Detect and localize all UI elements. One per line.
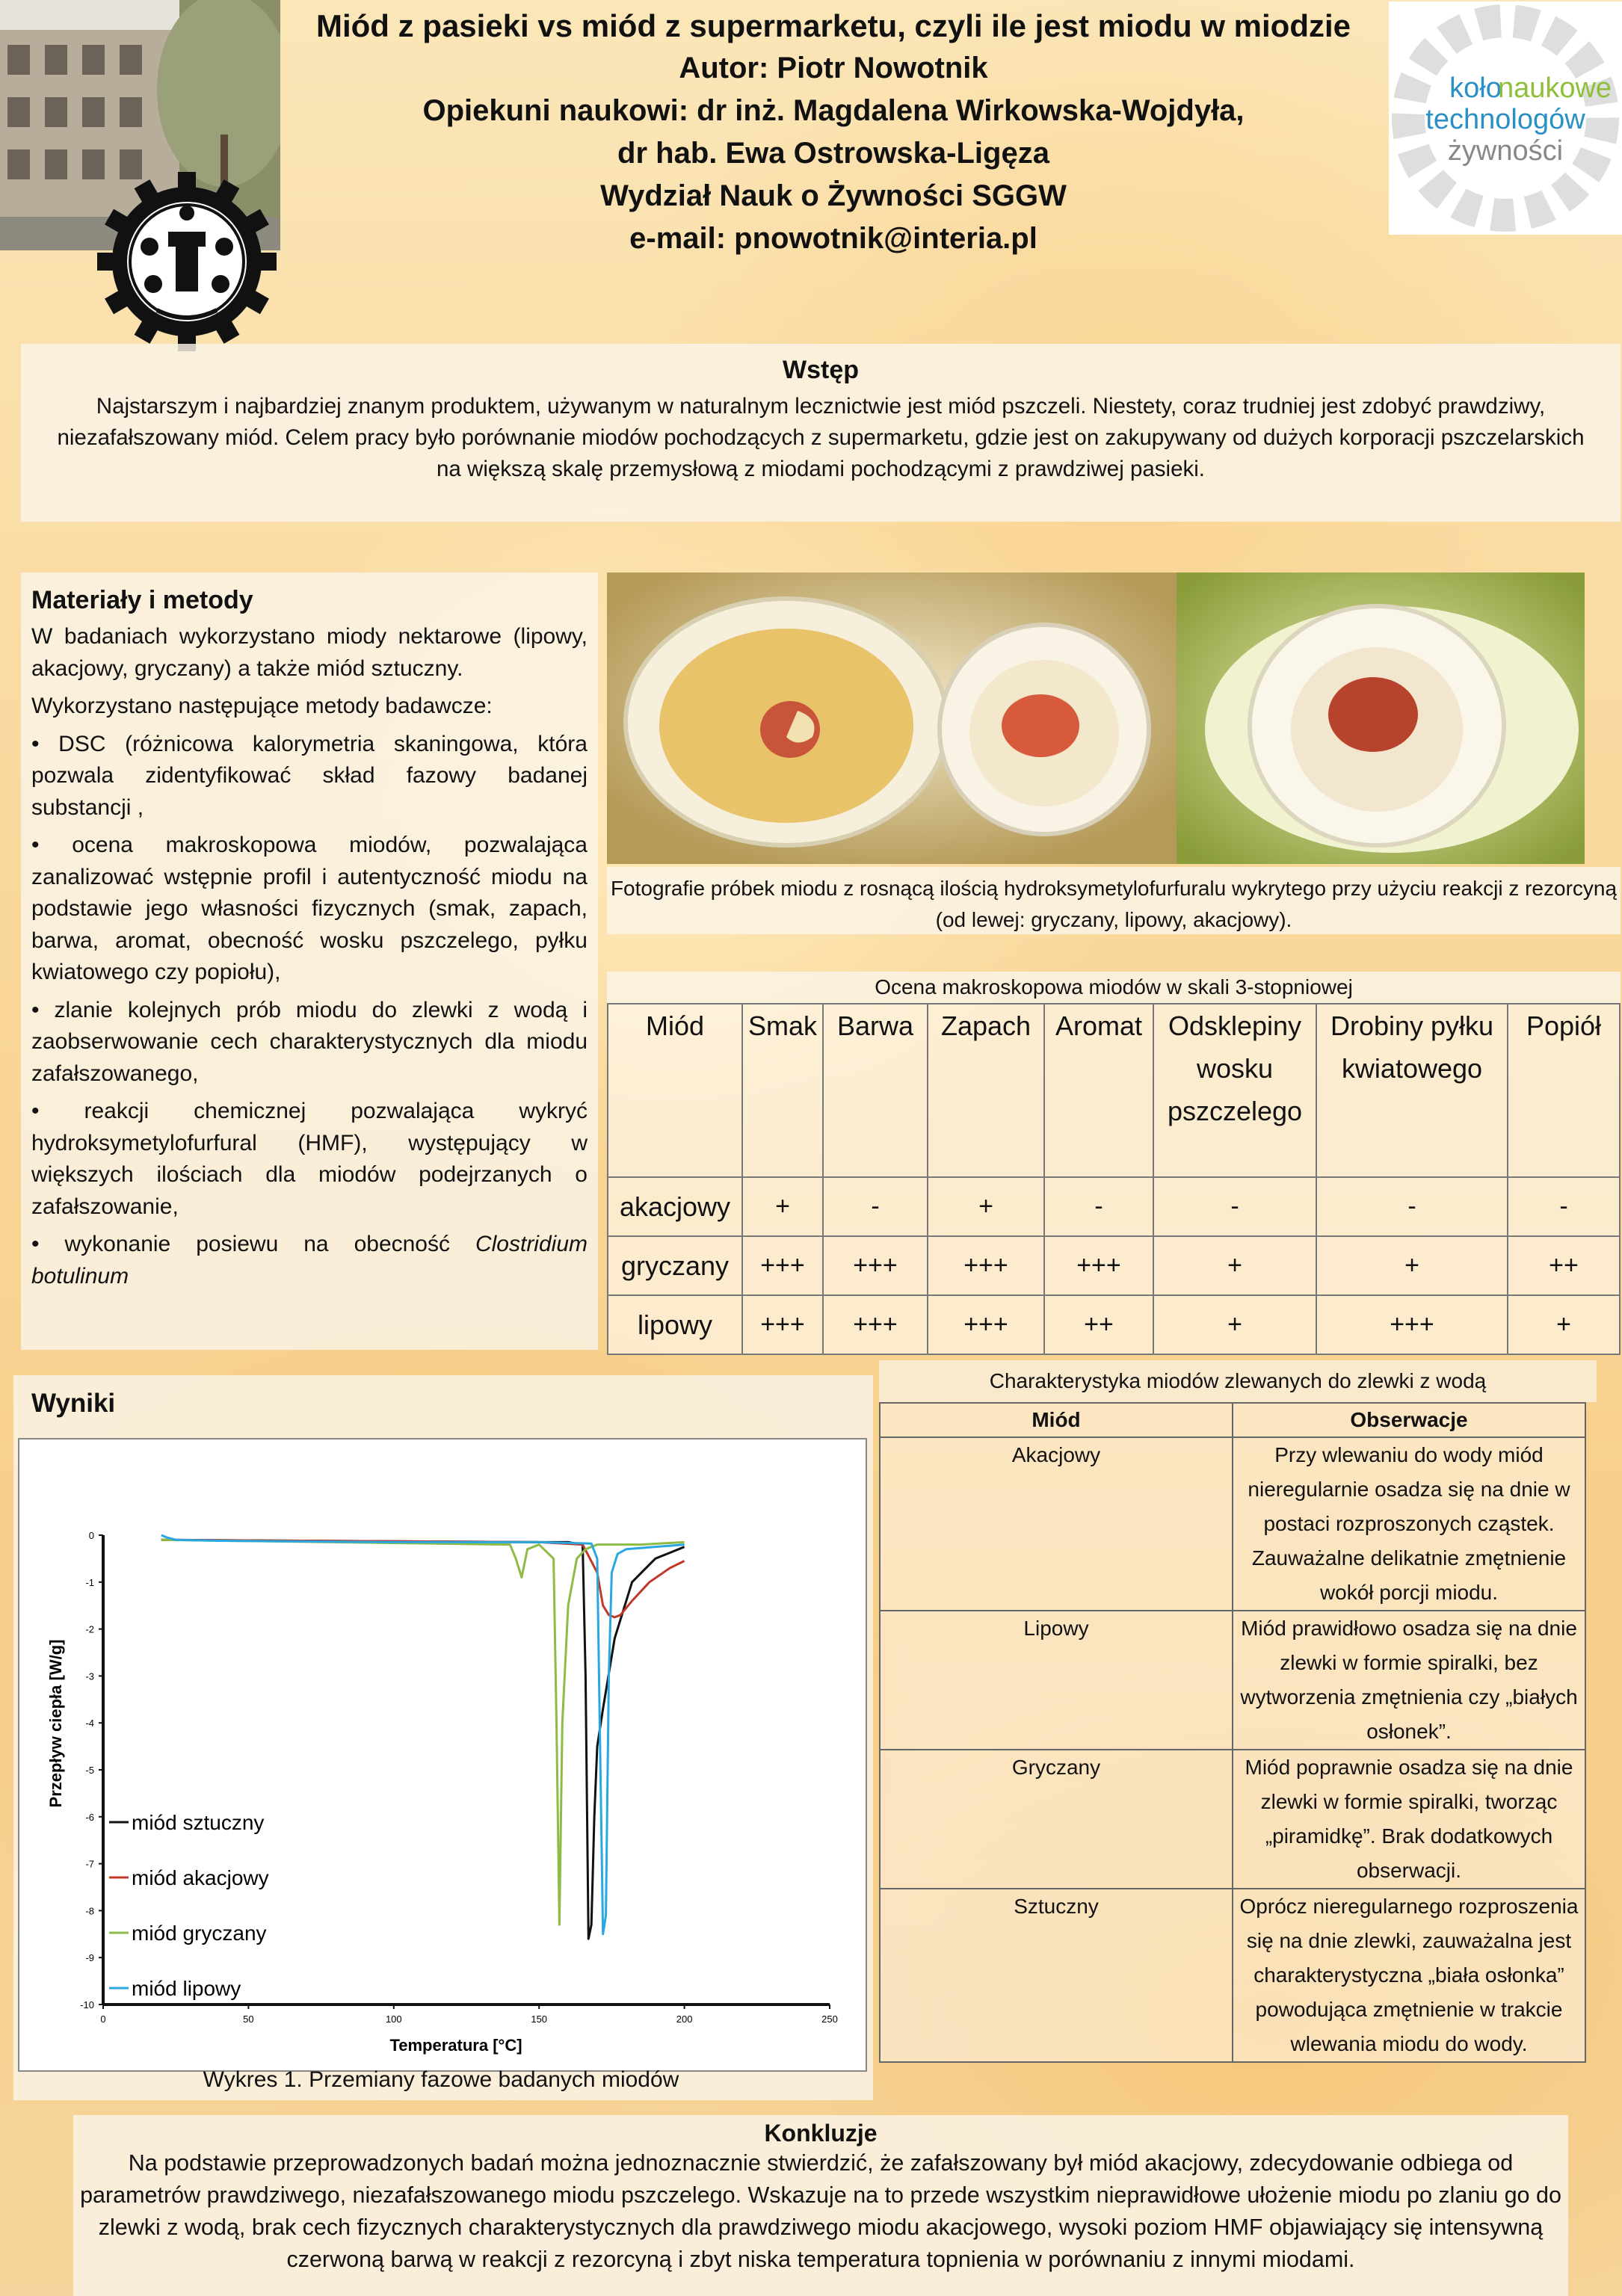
x-tick-label: 250: [821, 2013, 838, 2025]
table-cell: Gryczany: [880, 1750, 1233, 1889]
table-cell: -: [1153, 1177, 1316, 1236]
table-header-cell: Smak: [742, 1004, 823, 1177]
y-tick-label: -7: [85, 1858, 94, 1870]
y-tick-label: -5: [85, 1765, 94, 1776]
x-tick-label: 50: [243, 2013, 254, 2025]
faculty-gear-logo: [97, 172, 277, 351]
methods-bullet-5-text: • wykonanie posiewu na obecność: [31, 1232, 475, 1256]
x-tick-label: 200: [676, 2013, 693, 2025]
methods-paragraph-1: W badaniach wykorzystano miody nektarowe (lipowy, akacjowy, gryczany) a także miód sztuczny.: [31, 624, 588, 681]
table-cell: -: [1044, 1177, 1153, 1236]
methods-heading: Materiały i metody: [31, 586, 253, 614]
conclusions-text: Na podstawie przeprowadzonych badań można jednoznacznie stwierdzić, że zafałszowany był miód akacjowy, zdecydowanie odbiega od parametrów prawdziwego, niezafałszowanego miodu pszczelego. Wskazuje na to przede wszystkim nieprawidłowe ułożenie miodu po zlaniu go do zlewki z wodą, brak cech fizycznych charakterystycznych dla prawdziwego miodu akacjowego, wysoki poziom HMF objawiający się intensywną czerwoną barwą w reakcji z rezorcyną i zbyt niska temperatura topnienia w porównaniu z innymi miodami.: [80, 2150, 1561, 2272]
supervisors-line-1: Opiekuni naukowi: dr inż. Magdalena Wirkowska-Wojdyła,: [422, 94, 1245, 127]
table-cell: +++: [742, 1295, 823, 1354]
table-row: [880, 1889, 1585, 2062]
intro-text: Najstarszym i najbardziej znanym produktem, używanym w naturalnym lecznictwie jest miód pszczeli. Niestety, coraz trudniej jest zdobyć prawdziwy, niezafałszowany miód. Celem pracy było porównanie miodów pochodzących z supermarketu, gdzie jest on zakupywany od dużych korporacji pszczelarskich na większą skalę przemysłową z miodami pochodzącymi z prawdziwej pasieki.: [57, 394, 1585, 481]
table-cell: +: [1508, 1295, 1620, 1354]
kolo-naukowe-logo: [1389, 1, 1622, 235]
chart-caption: Wykres 1. Przemiany fazowe badanych miodów: [203, 2067, 679, 2092]
table-cell: +++: [823, 1295, 928, 1354]
table-header-row: [608, 1004, 1620, 1177]
email-line: e-mail: pnowotnik@interia.pl: [629, 222, 1037, 255]
table-cell: +: [1153, 1236, 1316, 1295]
dsc-chart-svg: [19, 1439, 866, 2070]
table-row: [880, 1750, 1585, 1889]
table-cell: lipowy: [608, 1295, 742, 1354]
intro-section: [21, 344, 1621, 522]
table-cell: +: [928, 1177, 1044, 1236]
table-row: [880, 1611, 1585, 1750]
table-cell: Przy wlewaniu do wody miód nieregularnie osadza się na dnie w postaci rozproszonych cząstek. Zauważalne delikatnie zmętnienie wokół porcji miodu.: [1233, 1437, 1585, 1611]
legend-label: miód akacjowy: [132, 1866, 269, 1889]
table-header-cell: Obserwacje: [1233, 1403, 1585, 1437]
methods-bullet-clostridium: [31, 1229, 588, 1292]
conclusions-heading: Konkluzje: [764, 2120, 878, 2147]
y-tick-label: -3: [85, 1670, 94, 1682]
y-tick-label: -6: [85, 1811, 94, 1823]
intro-heading: Wstęp: [783, 356, 859, 384]
table-header-cell: Zapach: [928, 1004, 1044, 1177]
table-header-cell: Popiół: [1508, 1004, 1620, 1177]
table-cell: Miód prawidłowo osadza się na dnie zlewki w formie spiralki, bez wytworzenia zmętnienia czy „białych osłonek”.: [1233, 1611, 1585, 1750]
table-header-cell: Barwa: [823, 1004, 928, 1177]
conclusions-section: [73, 2115, 1568, 2296]
photo-caption: Fotografie próbek miodu z rosnącą ilością hydroksymetylofurfuralu wykrytego przy użyciu reakcji z rezorcyną (od lewej: gryczany, lipowy, akacjowy).: [610, 877, 1618, 931]
faculty-line: Wydział Nauk o Żywności SGGW: [600, 179, 1067, 212]
y-tick-label: -1: [85, 1576, 94, 1588]
table-cell: ++: [1044, 1295, 1153, 1354]
y-tick-label: -4: [85, 1718, 94, 1729]
supervisors-line-2: dr hab. Ewa Ostrowska-Ligęza: [617, 137, 1049, 170]
table-cell: +++: [1044, 1236, 1153, 1295]
methods-section: [21, 573, 598, 1350]
x-tick-label: 150: [531, 2013, 548, 2025]
poster-title: Miód z pasieki vs miód z supermarketu, czyli ile jest miodu w miodzie: [315, 8, 1351, 43]
macro-evaluation-table: [607, 1003, 1621, 1355]
y-tick-label: -8: [85, 1905, 94, 1917]
table-header-cell: Miód: [608, 1004, 742, 1177]
table-cell: Akacjowy: [880, 1437, 1233, 1611]
table-cell: +: [1316, 1236, 1508, 1295]
table-cell: +++: [1316, 1295, 1508, 1354]
table-cell: +++: [928, 1295, 1044, 1354]
table-row: [608, 1236, 1620, 1295]
author-line: Autor: Piotr Nowotnik: [679, 52, 988, 84]
logo-word-kolo: koło: [1449, 72, 1502, 104]
table-cell: -: [823, 1177, 928, 1236]
methods-bullet-macro: • ocena makroskopowa miodów, pozwalająca zanalizować wstępnie profil i autentyczność miodu na podstawie jego własności fizycznych (smak, zapach, barwa, aromat, obecność wosku pszczelego, pyłku kwiatowego czy popiołu),: [31, 833, 588, 984]
table-cell: Lipowy: [880, 1611, 1233, 1750]
table-row: [880, 1437, 1585, 1611]
methods-bullet-dsc: • DSC (różnicowa kalorymetria skaningowa, która pozwala zidentyfikować skład fazowy badanej substancji ,: [31, 731, 588, 820]
logo-word-technologow: technologów: [1425, 104, 1585, 135]
beaker-table-caption: Charakterystyka miodów zlewanych do zlewki z wodą: [879, 1360, 1597, 1402]
legend-label: miód sztuczny: [132, 1811, 265, 1834]
y-axis-label: Przepływ ciepła [W/g]: [46, 1639, 65, 1808]
poster-header: [277, 4, 1390, 260]
methods-bullet-beaker: • zlanie kolejnych prób miodu do zlewki z wodą i zaobserwowanie cech charakterystycznych dla miodu zafałszowanego,: [31, 997, 588, 1086]
x-tick-label: 0: [100, 2013, 106, 2025]
logo-word-zywnosci: żywności: [1447, 135, 1564, 167]
methods-bullet-hmf: • reakcji chemicznej pozwalająca wykryć hydroksymetylofurfural (HMF), występujący w większych ilościach dla miodów podejrzanych o zafałszowanie,: [31, 1099, 588, 1219]
table-cell: -: [1508, 1177, 1620, 1236]
table-cell: gryczany: [608, 1236, 742, 1295]
table-cell: akacjowy: [608, 1177, 742, 1236]
table-cell: Sztuczny: [880, 1889, 1233, 2062]
y-tick-label: 0: [88, 1530, 94, 1541]
table-cell: +++: [928, 1236, 1044, 1295]
results-heading: Wyniki: [31, 1389, 116, 1418]
table-cell: ++: [1508, 1236, 1620, 1295]
table-row: [608, 1177, 1620, 1236]
table-cell: +++: [823, 1236, 928, 1295]
clostridium-name: Clostridium botulinum: [31, 1232, 588, 1289]
y-tick-label: -10: [80, 1999, 94, 2010]
table-cell: -: [1316, 1177, 1508, 1236]
y-tick-label: -9: [85, 1952, 94, 1964]
methods-paragraph-2: Wykorzystano następujące metody badawcze:: [31, 694, 493, 718]
table-header-cell: Drobiny pyłku kwiatowego: [1316, 1004, 1508, 1177]
beaker-observation-table: [879, 1402, 1586, 2063]
table-cell: +: [1153, 1295, 1316, 1354]
table-cell: +: [742, 1177, 823, 1236]
table-row: [608, 1295, 1620, 1354]
table-header-row: [880, 1403, 1585, 1437]
table-header-cell: Aromat: [1044, 1004, 1153, 1177]
photo-caption-box: [607, 867, 1621, 934]
table-cell: Miód poprawnie osadza się na dnie zlewki w formie spiralki, tworząc „piramidkę”. Brak dodatkowych obserwacji.: [1233, 1750, 1585, 1889]
x-axis-label: Temperatura [°C]: [389, 2036, 522, 2055]
table-header-cell: Miód: [880, 1403, 1233, 1437]
legend-label: miód gryczany: [132, 1922, 267, 1945]
legend-label: miód lipowy: [132, 1977, 241, 2000]
x-tick-label: 100: [385, 2013, 402, 2025]
table-cell: Oprócz nieregularnego rozproszenia się na dnie zlewki, zauważalna jest charakterystyczna „biała osłonka” powodująca zmętnienie w trakcie wlewania miodu do wody.: [1233, 1889, 1585, 2062]
series-line: [161, 1540, 685, 1617]
y-tick-label: -2: [85, 1623, 94, 1635]
honey-samples-photo: [607, 573, 1585, 864]
macro-table-caption: Ocena makroskopowa miodów w skali 3-stopniowej: [607, 972, 1621, 1003]
table-header-cell: Odsklepiny wosku pszczelego: [1153, 1004, 1316, 1177]
dsc-chart: [18, 1438, 867, 2072]
logo-word-naukowe: naukowe: [1497, 72, 1612, 104]
table-cell: +++: [742, 1236, 823, 1295]
